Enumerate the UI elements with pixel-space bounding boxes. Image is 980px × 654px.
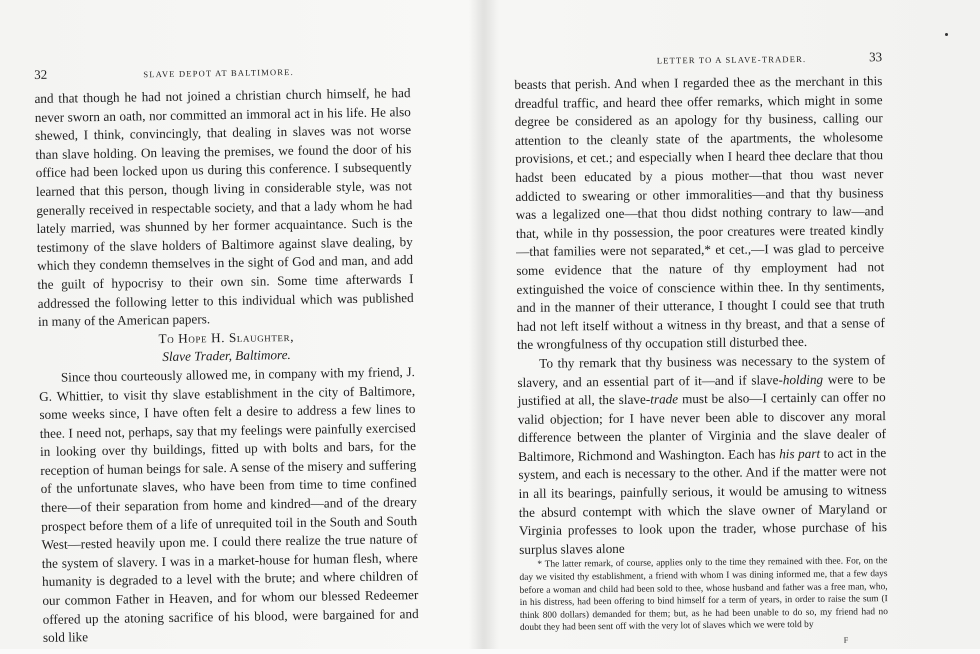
- addressee-name: To Hope H. Slaughter,: [158, 328, 295, 346]
- para2-part-a: To thy remark that thy business was necessary to the system of slavery, and an essential part of it—and if slave-: [517, 352, 886, 390]
- para2-part-g: to act in the system, and each is necessary to the other. And if the matter were not in all its bearings, painfully serious, it would be amusing to witness the absurd contempt with which the slave owner of Maryland or Virginia professes to look upon the trader, whose purchase of his surplus slaves alone: [518, 444, 888, 557]
- right-paragraph-2: [517, 351, 887, 559]
- para2-emphasis-holding: holding: [782, 371, 824, 387]
- right-running-title: LETTER TO A SLAVE-TRADER.: [656, 53, 807, 66]
- right-page-number: 33: [868, 49, 883, 65]
- right-page: [514, 48, 888, 653]
- signature-mark: F: [843, 635, 849, 645]
- book-gutter: [468, 0, 498, 649]
- para2-part-e: must be also—I certainly can offer no valid objection; for I have never been able to discover any moral difference between the planter of Virginia and the slave dealer of Baltimore, Richmond and Washington. Each has: [517, 389, 887, 464]
- left-paragraph-1: and that though he had not joined a christian church himself, he had never sworn an oath, nor committed an immoral act in his life. He also shewed, I think, convincingly, that dealing in slaves was not worse than slave holding. On leaving the premises, we found the door of his office had been locked upon us during this conference. I subsequently learned that this person, though living in considerable style, was not generally received in respectable society, and that a lady whom he had lately married, was shunned by her former acquaintance. Such is the testimony of the slave holders of Baltimore against slave dealing, by which they condemn themselves in the sight of God and man, and add the guilt of hypocrisy to their own sin. Some time afterwards I addressed the following letter to this individual which was published in many of the American papers.: [34, 85, 414, 330]
- left-page: [34, 60, 419, 648]
- left-running-title: SLAVE DEPOT AT BALTIMORE.: [143, 66, 295, 80]
- para2-part-c: were to be justified at all, the slave-: [517, 370, 886, 409]
- right-paragraph-1: beasts that perish. And when I regarded thee as the merchant in this dreadful traffic, and heard thee offer remarks, which might in some degree be considered as an apology for thy business, calling our attention to the cleanly state of the apartments, the wholesome provisions, et cet.; and especially when I heard thee declare that thou hadst been educated by a pious mother—that thou wast never addicted to swearing or other immoralities—and that thy business was a legalized one—that thou didst nothing contrary to law—and that, while in thy possession, the poor creatures were treated kindly—that families were not separated,* et cet.,—I was glad to perceive some evidence that the nature of thy employment had not extinguished the voice of conscience within thee. In thy sentiments, and in the manner of their utterance, I thought I could see that truth had not left itself without a witness in thy breast, and that a sense of the wrongfulness of thy occupation still disturbed thee.: [514, 73, 885, 353]
- left-paragraph-2: Since thou courteously allowed me, in company with my friend, J. G. Whittier, to visit thy slave establishment in the city of Baltimore, some weeks since, I have often felt a desire to address a few lines to thee. I need not, perhaps, say that my feelings were painfully exercised in looking over thy buildings, fitted up with bolts and bars, for the reception of human beings for sale. A sense of the misery and suffering of the unfortunate slaves, who have been from time to time confined there—of their separation from home and kindred—and of the dreary prospect before them of a life of unrequited toil in the South and South West—rested heavily upon me. I could there realize the true nature of the system of slavery. I was in a market-house for human flesh, where humanity is degraded to a level with the brute; and where children of our common Father in Heaven, and for whom our blessed Redeemer offered up the atoning sacrifice of his blood, were bargained for and sold like: [39, 363, 419, 646]
- left-page-number: 32: [34, 66, 48, 82]
- para2-emphasis-trade: trade: [650, 391, 679, 407]
- footnote: * The latter remark, of course, applies only to the time they remained with thee. For, on the day we visited thy establishment, a friend with whom I was dining informed me, that a few days before a woman and child had been sold to thee, whose husband and father was a free man, who, in his distress, had been offering to bind himself for a term of years, in order to raise the sum (I think 800 dollars) demanded for them; but, as he had been unable to do so, my friend had no doubt they had been sent off with the very lot of slaves which we were told by: [519, 556, 888, 634]
- addressee-title: Slave Trader, Baltimore.: [162, 347, 291, 365]
- para2-emphasis-his-part: his part: [779, 445, 821, 462]
- print-speck: [945, 33, 948, 36]
